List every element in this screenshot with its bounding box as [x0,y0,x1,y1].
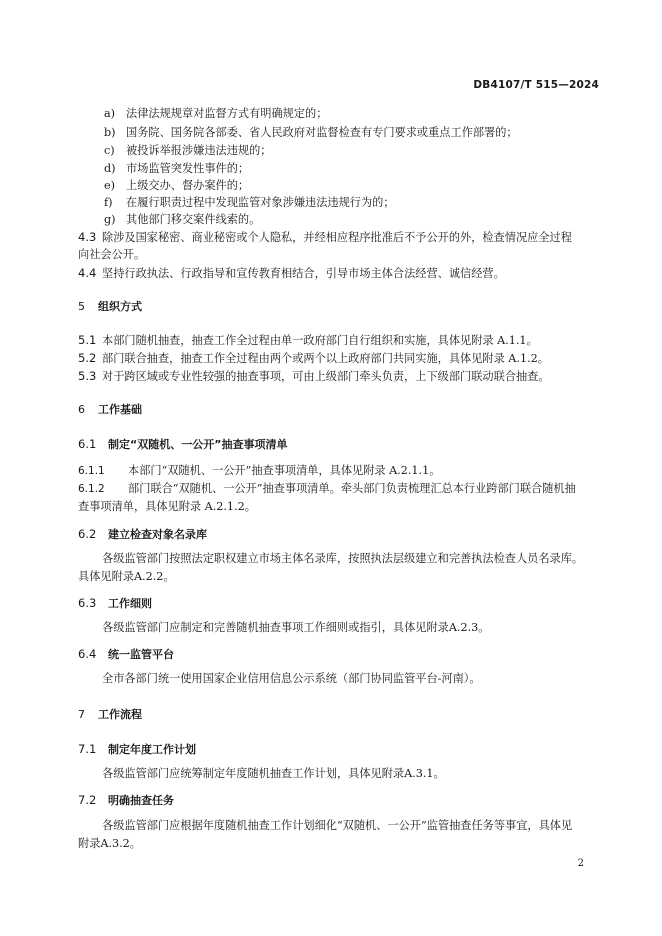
clause-6-4-heading: 6.4 统一监管平台 [78,647,174,661]
clause-6-2-body: 各级监管部门按照法定职权建立市场主体名录库，按照执法层级建立和完善执法检查人员名录库。 [102,552,584,565]
clause-5-1: 5.1 本部门随机抽查，抽查工作全过程由单一政府部门自行组织和实施，具体见附录 A.1.1。 [78,333,538,347]
clause-6-3-body: 各级监管部门应制定和完善随机抽查事项工作细则或指引，具体见附录A.2.3。 [102,621,490,634]
clause-7-2-body: 各级监管部门应根据年度随机抽查工作计划细化“双随机、一公开”监管抽查任务等事宜，具体见 [102,819,573,832]
page-number: 2 [577,858,584,869]
list-item: a) 法律法规规章对监督方式有明确规定的； [104,107,328,120]
clause-4-3: 4.3 除涉及国家秘密、商业秘密或个人隐私，并经相应程序批准后不予公开的外，检查情况应全过程 [78,230,572,244]
clause-7-2-heading: 7.2 明确抽查任务 [78,793,174,807]
clause-6-2-body-cont: 具体见附录A.2.2。 [78,570,175,583]
document-id: DB4107/T 515—2024 [473,79,599,91]
list-item: e) 上级交办、督办案件的； [104,179,250,192]
list-item: b) 国务院、国务院各部委、省人民政府对监督检查有专门要求或重点工作部署的； [104,126,518,139]
clause-6-1-2-cont: 查事项清单，具体见附录 A.2.1.2。 [78,500,256,513]
clause-5-2: 5.2 部门联合抽查，抽查工作全过程由两个或两个以上政府部门共同实施，具体见附录 A.1.2。 [78,351,549,365]
clause-4-4: 4.4 坚持行政执法、行政指导和宣传教育相结合，引导市场主体合法经营、诚信经营。 [78,266,505,280]
clause-6-4-body: 全市各部门统一使用国家企业信用信息公示系统（部门协同监管平台-河南）。 [102,672,481,685]
section-6-heading: 6 工作基础 [78,403,142,416]
clause-7-1-heading: 7.1 制定年度工作计划 [78,742,196,756]
list-item: f) 在履行职责过程中发现监管对象涉嫌违法违规行为的； [104,196,395,209]
clause-6-2-heading: 6.2 建立检查对象名录库 [78,527,207,541]
clause-7-1-body: 各级监管部门应统筹制定年度随机抽查工作计划，具体见附录A.3.1。 [102,767,445,780]
clause-6-1-1: 6.1.1 本部门“双随机、一公开”抽查事项清单，具体见附录 A.2.1.1。 [78,464,441,477]
clause-7-2-body-cont: 附录A.3.2。 [78,837,141,850]
section-7-heading: 7 工作流程 [78,708,142,721]
list-item: c) 被投诉举报涉嫌违法违规的； [104,144,272,157]
section-5-heading: 5 组织方式 [78,300,142,313]
clause-5-3: 5.3 对于跨区域或专业性较强的抽查事项，可由上级部门牵头负责，上下级部门联动联合抽查。 [78,369,550,383]
clause-6-1-heading: 6.1 制定“双随机、一公开”抽查事项清单 [78,437,288,451]
clause-6-3-heading: 6.3 工作细则 [78,596,152,610]
clause-4-3-cont: 向社会公开。 [78,248,146,261]
list-item: d) 市场监管突发性事件的； [104,162,250,175]
clause-6-1-2: 6.1.2 部门联合“双随机、一公开”抽查事项清单。牵头部门负责梳理汇总本行业跨部门联合随机抽 [78,482,576,495]
list-item: g) 其他部门移交案件线索的。 [104,213,261,226]
